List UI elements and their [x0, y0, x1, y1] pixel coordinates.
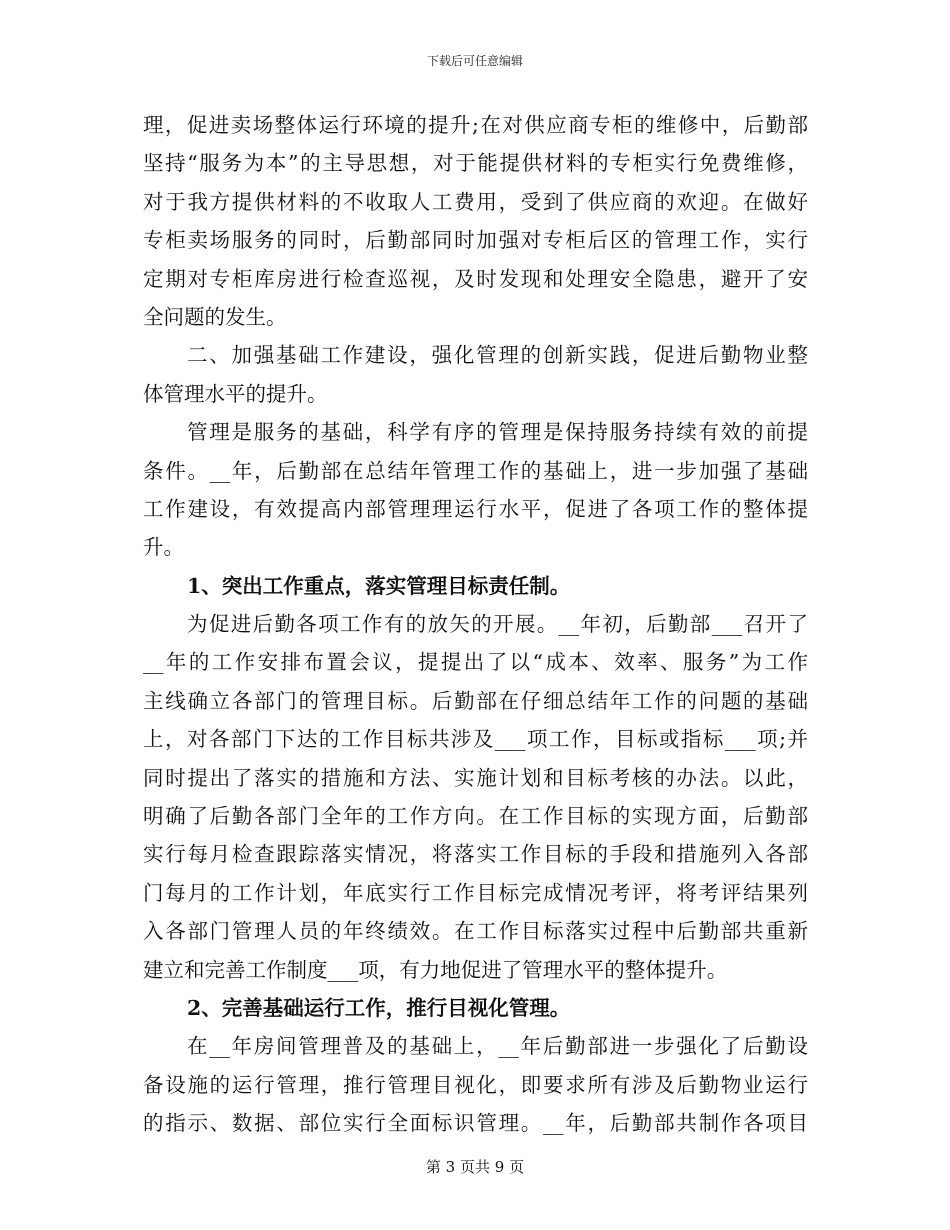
text-line: 实行每月检查跟踪落实情况，将落实工作目标的手段和措施列入各部 — [143, 842, 808, 867]
document-body — [143, 106, 808, 1143]
text-line: 全问题的发生。 — [143, 304, 287, 329]
page-header: 下载后可任意编辑 — [426, 54, 523, 68]
text-line: 为促进后勤各项工作有的放矢的开展。__年初，后勤部___召开了 — [187, 612, 808, 637]
section-heading: 2、完善基础运行工作，推行目视化管理。 — [187, 995, 571, 1020]
text-line: 二、加强基础工作建设，强化管理的创新实践，促进后勤物业整 — [187, 343, 808, 368]
text-line: 条件。__年，后勤部在总结年管理工作的基础上，进一步加强了基础 — [143, 458, 808, 483]
text-line: 升。 — [143, 535, 184, 560]
text-line: 理，促进卖场整体运行环境的提升;在对供应商专柜的维修中，后勤部 — [143, 113, 808, 137]
page-footer-page-number: 第 3 页共 9 页 — [425, 1158, 525, 1176]
text-line: 管理是服务的基础，科学有序的管理是保持服务持续有效的前提 — [187, 420, 808, 445]
section-heading: 1、突出工作重点，落实管理目标责任制。 — [187, 573, 571, 598]
text-line: 门每月的工作计划，年底实行工作目标完成情况考评，将考评结果列 — [143, 880, 808, 905]
text-line: 明确了后勤各部门全年的工作方向。在工作目标的实现方面，后勤部 — [143, 804, 808, 829]
text-line: 专柜卖场服务的同时，后勤部同时加强对专柜后区的管理工作，实行 — [143, 228, 808, 253]
text-line: 对于我方提供材料的不收取人工费用，受到了供应商的欢迎。在做好 — [143, 189, 808, 214]
text-line: 在__年房间管理普及的基础上，__年后勤部进一步强化了后勤设 — [187, 1034, 808, 1059]
text-line: 的指示、数据、部位实行全面标识管理。__年，后勤部共制作各项目 — [143, 1111, 808, 1136]
text-line: 体管理水平的提升。 — [143, 381, 328, 406]
text-line: 主线确立各部门的管理目标。后勤部在仔细总结年工作的问题的基础 — [143, 688, 808, 713]
text-line: 定期对专柜库房进行检查巡视，及时发现和处理安全隐患，避开了安 — [143, 266, 808, 291]
text-line: 入各部门管理人员的年终绩效。在工作目标落实过程中后勤部共重新 — [143, 919, 808, 944]
text-line: 备设施的运行管理，推行管理目视化，即要求所有涉及后勤物业运行 — [143, 1072, 808, 1097]
text-line: 坚持“服务为本”的主导思想，对于能提供材料的专柜实行免费维修， — [143, 151, 808, 176]
text-line: __年的工作安排布置会议，提提出了以“成本、效率、服务”为工作 — [143, 650, 808, 675]
text-line: 同时提出了落实的措施和方法、实施计划和目标考核的办法。以此， — [143, 765, 808, 790]
text-line: 上，对各部门下达的工作目标共涉及___项工作，目标或指标___项;并 — [143, 727, 808, 752]
text-line: 建立和完善工作制度___项，有力地促进了管理水平的整体提升。 — [143, 957, 728, 982]
text-line: 工作建设，有效提高内部管理理运行水平，促进了各项工作的整体提 — [143, 496, 808, 521]
